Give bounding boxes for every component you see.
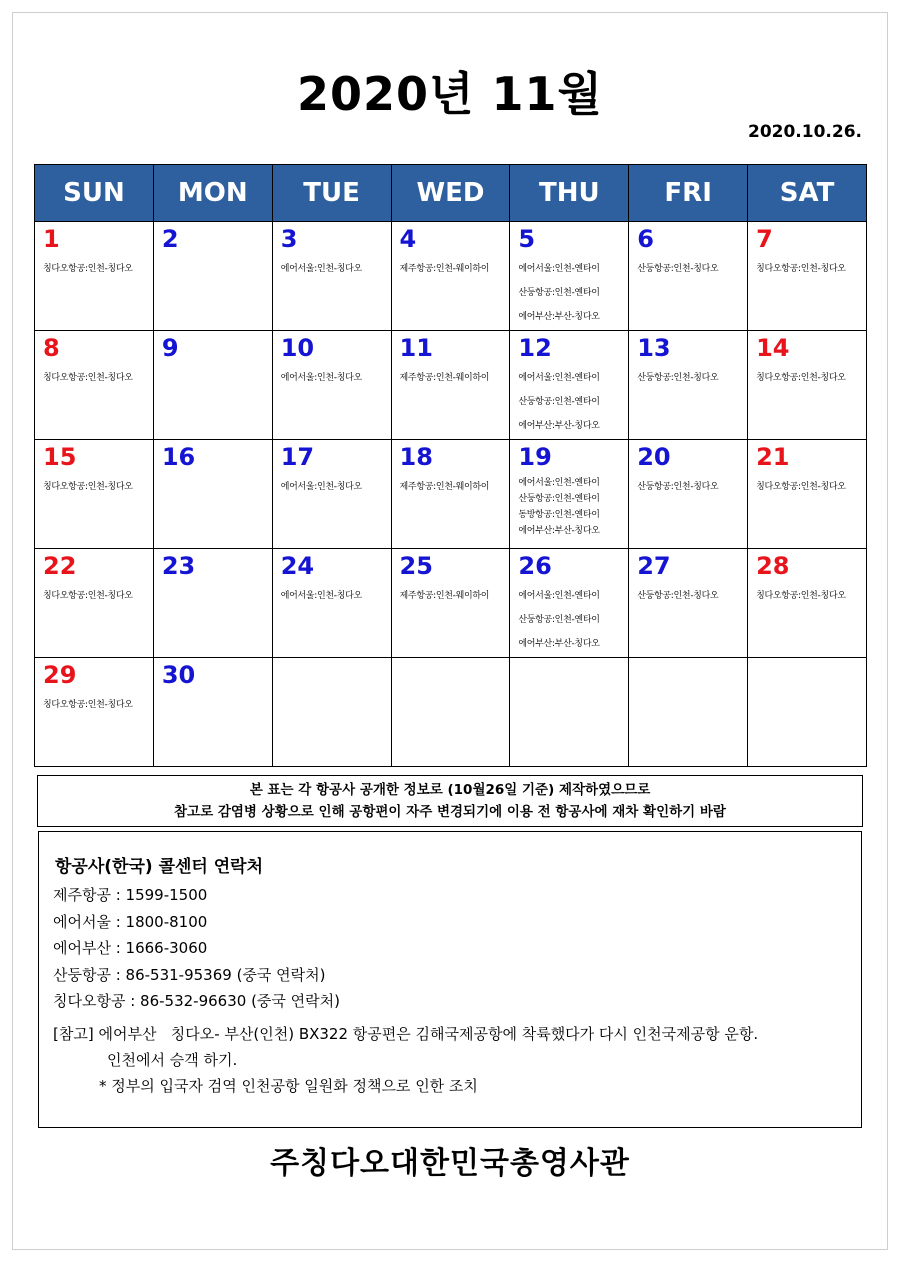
calendar-day-cell	[629, 222, 748, 331]
flight-list	[637, 366, 743, 390]
weekday-header-row	[35, 165, 867, 222]
flight-entry: 에어부산:부산-칭다오	[518, 639, 600, 649]
flight-list	[43, 366, 149, 390]
weekday-thu: THU	[510, 165, 629, 222]
calendar-week-row	[35, 331, 867, 440]
flight-entry: 에어부산:부산-칭다오	[518, 526, 600, 536]
flight-entry: 산둥항공:인천-옌타이	[518, 288, 600, 298]
flight-list	[637, 584, 743, 608]
flight-entry: 제주항공:인천-웨이하이	[399, 373, 490, 383]
flight-list	[756, 475, 862, 499]
flight-list	[637, 257, 743, 281]
day-number: 2	[161, 225, 179, 253]
weekday-sun: SUN	[35, 165, 154, 222]
flight-entry: 에어부산:부산-칭다오	[518, 421, 600, 431]
calendar-day-cell	[510, 658, 629, 767]
day-number: 4	[399, 225, 417, 253]
day-number: 24	[280, 552, 315, 580]
day-number: 12	[518, 334, 552, 362]
weekday-wed: WED	[391, 165, 510, 222]
day-number: 5	[518, 225, 536, 253]
day-number: 23	[161, 552, 196, 580]
day-number: 25	[399, 552, 433, 580]
calendar-day-cell	[391, 440, 510, 549]
day-number: 13	[637, 334, 671, 362]
flight-list	[400, 366, 506, 390]
calendar-day-cell	[391, 331, 510, 440]
flight-entry: 칭다오항공:인천-칭다오	[756, 482, 846, 492]
flight-entry: 에어서울:인천-칭다오	[280, 591, 362, 601]
calendar-body	[35, 222, 867, 767]
weekday-fri: FRI	[629, 165, 748, 222]
day-number: 27	[637, 552, 671, 580]
calendar-day-cell	[629, 331, 748, 440]
flight-entry: 칭다오항공:인천-칭다오	[43, 373, 133, 383]
calendar-day-cell	[35, 549, 154, 658]
calendar-day-cell	[629, 658, 748, 767]
flight-entry: 산둥항공:인천-옌타이	[518, 615, 600, 625]
flight-entry: 제주항공:인천-웨이하이	[399, 482, 490, 492]
flight-entry: 산둥항공:인천-옌타이	[518, 494, 600, 504]
flight-list	[518, 584, 624, 656]
calendar-day-cell	[272, 549, 391, 658]
calendar-day-cell	[153, 331, 272, 440]
calendar-table	[34, 164, 867, 767]
day-number: 6	[637, 225, 654, 253]
flight-entry: 칭다오항공:인천-칭다오	[43, 700, 133, 710]
flight-list	[637, 475, 743, 499]
flight-entry: 칭다오항공:인천-칭다오	[43, 482, 133, 492]
day-number: 19	[518, 443, 552, 471]
flight-list	[756, 257, 862, 281]
reference-label: [참고]	[53, 1024, 94, 1043]
day-number: 21	[756, 443, 790, 471]
flight-entry: 제주항공:인천-웨이하이	[399, 591, 490, 601]
calendar-day-cell	[629, 440, 748, 549]
day-number: 26	[518, 552, 552, 580]
flight-list	[518, 475, 624, 539]
flight-list	[281, 257, 387, 281]
flight-entry: 동방항공:인천-옌타이	[518, 510, 600, 520]
flight-entry: 산둥항공:인천-칭다오	[637, 264, 719, 274]
calendar-day-cell	[510, 440, 629, 549]
footer-consulate-name: 주칭다오대한민국총영사관	[270, 1146, 630, 1181]
flight-list	[281, 475, 387, 499]
contact-line: 칭다오항공 : 86-532-96630 (중국 연락처)	[53, 992, 340, 1010]
weekday-tue: TUE	[272, 165, 391, 222]
page-title: 2020년 11월	[297, 67, 603, 121]
calendar-day-cell	[272, 440, 391, 549]
calendar-day-cell	[391, 222, 510, 331]
notice-line-1: 본 표는 각 항공사 공개한 정보로 (10월26일 기준) 제작하였으므로	[249, 782, 651, 798]
calendar-day-cell	[272, 331, 391, 440]
contact-line: 산둥항공 : 86-531-95369 (중국 연락처)	[53, 965, 326, 984]
day-number: 14	[756, 334, 790, 362]
flight-list	[281, 584, 387, 608]
flight-entry: 에어서울:인천-칭다오	[280, 264, 362, 274]
calendar-day-cell	[35, 440, 154, 549]
calendar-day-cell	[35, 331, 154, 440]
calendar-day-cell	[272, 658, 391, 767]
day-number: 20	[637, 443, 671, 471]
flight-entry: 칭다오항공:인천-칭다오	[756, 373, 846, 383]
calendar-day-cell	[391, 658, 510, 767]
flight-list	[281, 366, 387, 390]
calendar-week-row	[35, 440, 867, 549]
day-number: 28	[756, 552, 790, 580]
reference-text: 에어부산 칭다오- 부산(인천) BX322 항공편은 김해국제공항에 착륙했다가 다시 인천국제공항 운항.	[98, 1024, 759, 1043]
contact-line: 제주항공 : 1599-1500	[53, 886, 208, 904]
day-number: 17	[280, 443, 315, 471]
flight-entry: 에어서울:인천-옌타이	[518, 591, 600, 601]
flight-entry: 산둥항공:인천-칭다오	[637, 591, 719, 601]
flight-list	[518, 257, 624, 329]
flight-list	[518, 366, 624, 438]
contact-title: 항공사(한국) 콜센터 연락처	[55, 857, 264, 877]
notice-line-2: 참고로 감염병 상황으로 인해 공항편이 자주 변경되기에 이용 전 항공사에 재차 확인하기 바람	[174, 804, 726, 820]
reference-footnote: * 정부의 입국자 검역 인천공항 일원화 정책으로 인한 조치	[99, 1076, 478, 1095]
day-number: 16	[161, 443, 196, 471]
day-number: 29	[43, 661, 77, 689]
flight-entry: 에어부산:부산-칭다오	[518, 312, 600, 322]
contact-line: 에어서울 : 1800-8100	[53, 912, 208, 931]
flight-entry: 칭다오항공:인천-칭다오	[43, 264, 133, 274]
flight-list	[43, 257, 149, 281]
calendar-week-row	[35, 222, 867, 331]
day-number: 11	[399, 334, 433, 362]
calendar-day-cell	[153, 549, 272, 658]
calendar-day-cell	[510, 549, 629, 658]
flight-list	[400, 584, 506, 608]
flight-list	[43, 584, 149, 608]
calendar-day-cell	[748, 440, 867, 549]
notice-box	[37, 775, 863, 827]
reference-note	[53, 1021, 861, 1099]
contact-line: 에어부산 : 1666-3060	[53, 939, 208, 957]
contact-box	[38, 831, 862, 1128]
calendar-day-cell	[153, 440, 272, 549]
day-number: 1	[43, 225, 60, 253]
flight-entry: 에어서울:인천-칭다오	[280, 373, 362, 383]
reference-text-2: 인천에서 승객 하기.	[107, 1050, 238, 1069]
flight-list	[400, 475, 506, 499]
day-number: 9	[161, 334, 179, 362]
calendar-day-cell	[35, 658, 154, 767]
flight-entry: 산둥항공:인천-칭다오	[637, 373, 719, 383]
day-number: 8	[43, 334, 60, 362]
day-number: 10	[280, 334, 315, 362]
day-number: 3	[280, 225, 298, 253]
calendar-day-cell	[748, 549, 867, 658]
calendar-day-cell	[153, 658, 272, 767]
flight-list	[400, 257, 506, 281]
flight-entry: 산둥항공:인천-칭다오	[637, 482, 719, 492]
issue-date: 2020.10.26.	[747, 122, 862, 142]
flight-list	[756, 366, 862, 390]
flight-list	[43, 475, 149, 499]
calendar-week-row	[35, 658, 867, 767]
calendar-day-cell	[510, 222, 629, 331]
calendar-day-cell	[510, 331, 629, 440]
calendar-day-cell	[153, 222, 272, 331]
weekday-mon: MON	[153, 165, 272, 222]
flight-entry: 에어서울:인천-옌타이	[518, 264, 600, 274]
flight-entry: 제주항공:인천-웨이하이	[399, 264, 490, 274]
day-number: 7	[756, 225, 773, 253]
calendar-day-cell	[391, 549, 510, 658]
day-number: 22	[43, 552, 77, 580]
flight-entry: 에어서울:인천-칭다오	[280, 482, 362, 492]
flight-list	[43, 693, 149, 717]
day-number: 30	[161, 661, 196, 689]
calendar-day-cell	[748, 658, 867, 767]
flight-entry: 산둥항공:인천-옌타이	[518, 397, 600, 407]
flight-entry: 칭다오항공:인천-칭다오	[756, 264, 846, 274]
flight-entry: 에어서울:인천-옌타이	[518, 373, 600, 383]
calendar-day-cell	[748, 222, 867, 331]
day-number: 18	[399, 443, 433, 471]
calendar-day-cell	[272, 222, 391, 331]
calendar-day-cell	[629, 549, 748, 658]
flight-entry: 칭다오항공:인천-칭다오	[43, 591, 133, 601]
weekday-sat: SAT	[748, 165, 867, 222]
flight-entry: 칭다오항공:인천-칭다오	[756, 591, 846, 601]
day-number: 15	[43, 443, 77, 471]
calendar-day-cell	[748, 331, 867, 440]
calendar-day-cell	[35, 222, 154, 331]
calendar-week-row	[35, 549, 867, 658]
flight-entry: 에어서울:인천-옌타이	[518, 478, 600, 488]
flight-list	[756, 584, 862, 608]
